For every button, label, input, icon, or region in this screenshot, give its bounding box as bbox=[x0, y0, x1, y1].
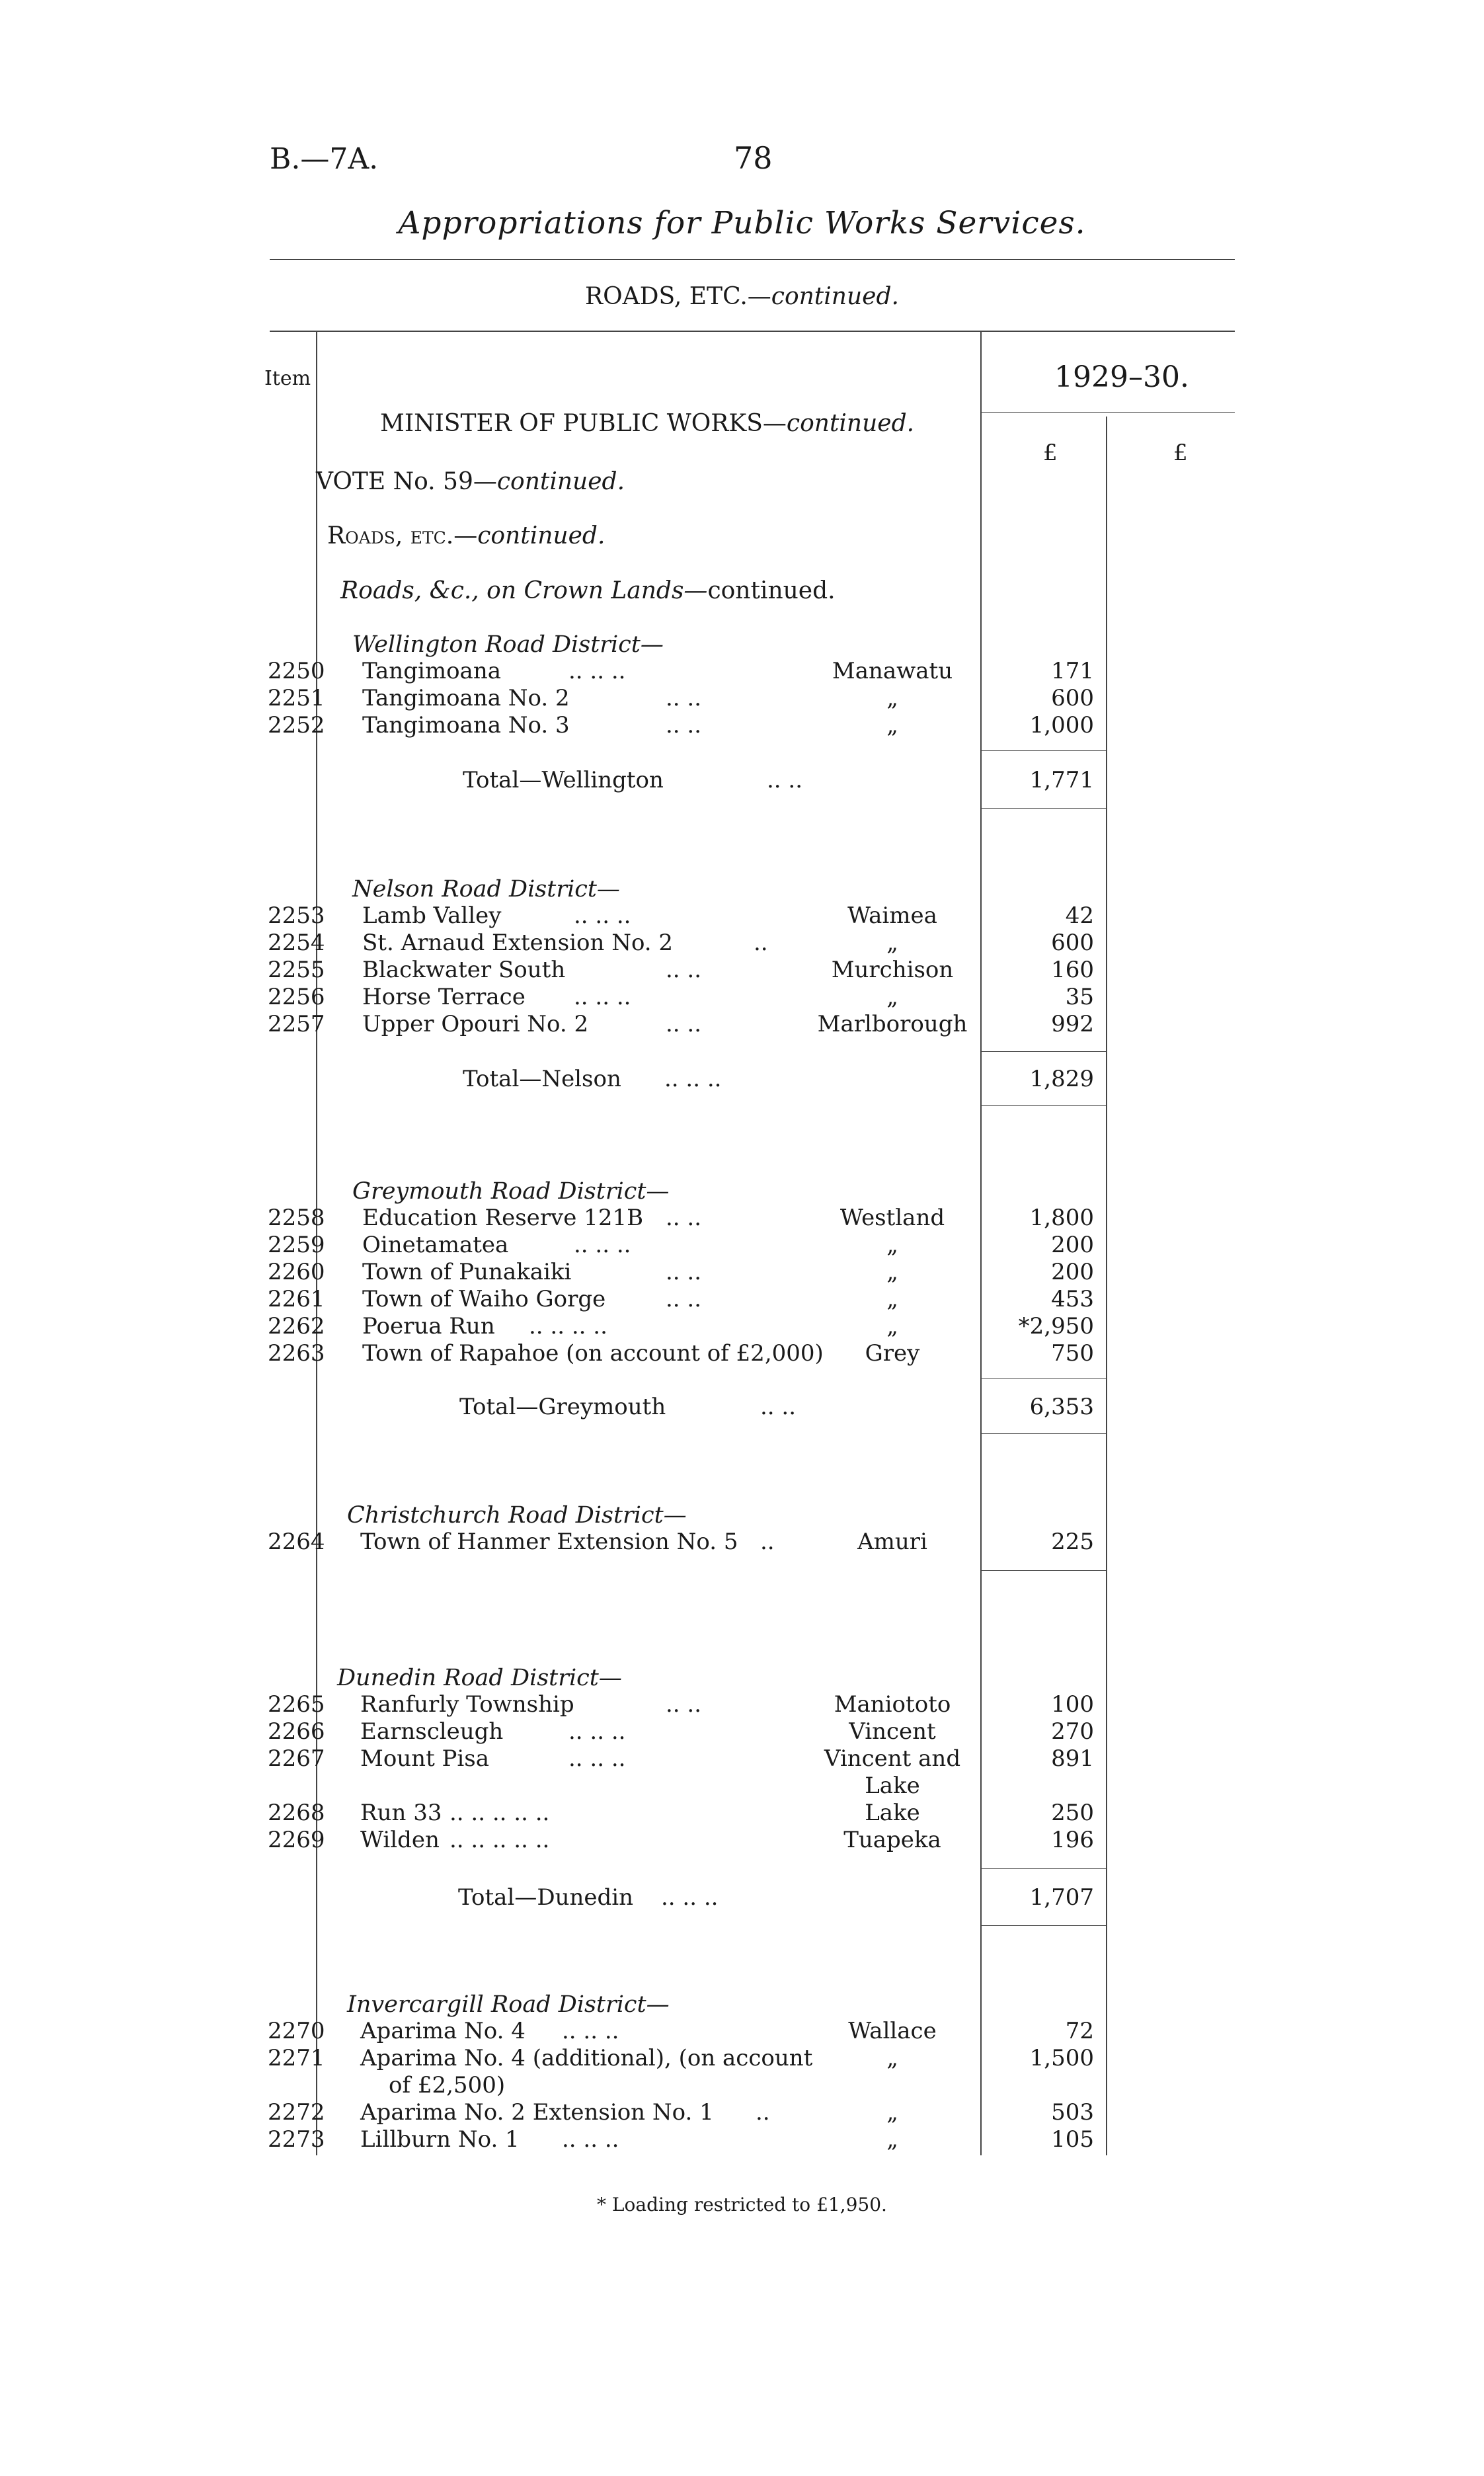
county-name: „ bbox=[886, 1232, 898, 1258]
county-name: Grey bbox=[865, 1340, 920, 1367]
place-name: Tangimoana No. 3 bbox=[362, 712, 570, 739]
district-total-amount: 1,829 bbox=[1029, 1066, 1094, 1092]
roads-heading-text: Roads, etc.— bbox=[327, 522, 478, 549]
place-name: Wilden bbox=[360, 1827, 440, 1853]
district-total-amount: 1,707 bbox=[1029, 1884, 1094, 1911]
county-name: „ bbox=[886, 1313, 898, 1339]
district-heading: Greymouth Road District— bbox=[352, 1178, 670, 1205]
item-number: 2269 bbox=[268, 1827, 325, 1853]
county-name-continued: Lake bbox=[865, 1773, 920, 1799]
district-heading: Invercargill Road District— bbox=[347, 1991, 670, 2018]
item-number: 2260 bbox=[268, 1259, 325, 1285]
roads-heading-cont: continued. bbox=[477, 522, 605, 549]
county-name: „ bbox=[886, 1286, 898, 1312]
county-name: Waimea bbox=[847, 902, 937, 929]
district-total-amount: 6,353 bbox=[1029, 1394, 1094, 1420]
title-rule bbox=[270, 259, 1235, 260]
county-name: „ bbox=[886, 984, 898, 1010]
amount: 453 bbox=[1051, 1286, 1094, 1312]
district-total-label: Total—Nelson bbox=[463, 1066, 621, 1092]
leader-dots: .. .. .. bbox=[568, 1718, 626, 1745]
leader-dots: .. .. bbox=[666, 1205, 702, 1231]
county-name: Murchison bbox=[831, 957, 954, 983]
subtotal-rule bbox=[980, 1051, 1106, 1052]
item-number: 2273 bbox=[268, 2126, 325, 2153]
item-number: 2263 bbox=[268, 1340, 325, 1367]
crown-lands-heading bbox=[340, 577, 836, 604]
item-number: 2252 bbox=[268, 712, 325, 739]
district-heading: Christchurch Road District— bbox=[347, 1502, 687, 1529]
minister-heading-cont: continued. bbox=[786, 410, 915, 437]
item-number: 2268 bbox=[268, 1800, 325, 1826]
total-rule bbox=[980, 1925, 1106, 1926]
leader-dots: .. .. .. bbox=[574, 1232, 631, 1258]
item-number: 2270 bbox=[268, 2018, 325, 2044]
leader-dots: .. .. bbox=[666, 1691, 702, 1718]
leader-dots: .. .. bbox=[666, 1259, 702, 1285]
subtotal-rule bbox=[980, 1570, 1106, 1571]
place-name: Education Reserve 121B bbox=[362, 1205, 644, 1231]
place-name-continued: of £2,500) bbox=[389, 2072, 506, 2098]
section-subtitle-main: ROADS, ETC.— bbox=[585, 283, 771, 310]
leader-dots: .. .. bbox=[760, 1394, 797, 1420]
vote-heading bbox=[316, 468, 625, 495]
district-heading: Wellington Road District— bbox=[352, 631, 664, 658]
year-header-rule bbox=[980, 412, 1235, 413]
page-title: Appropriations for Public Works Services. bbox=[398, 205, 1086, 241]
item-number: 2256 bbox=[268, 984, 325, 1010]
item-number: 2258 bbox=[268, 1205, 325, 1231]
item-number: 2253 bbox=[268, 902, 325, 929]
county-name: Vincent and bbox=[824, 1745, 961, 1772]
footnote: * Loading restricted to £1,950. bbox=[597, 2194, 887, 2216]
section-subtitle bbox=[0, 283, 1484, 310]
item-number: 2251 bbox=[268, 685, 325, 711]
leader-dots: .. bbox=[756, 2099, 770, 2126]
amount: 1,000 bbox=[1029, 712, 1094, 739]
place-name: Town of Rapahoe (on account of £2,000) bbox=[362, 1340, 824, 1367]
item-number: 2259 bbox=[268, 1232, 325, 1258]
leader-dots: .. .. .. bbox=[562, 2018, 619, 2044]
amount: 1,800 bbox=[1029, 1205, 1094, 1231]
leader-dots: .. .. .. bbox=[568, 658, 626, 684]
place-name: Run 33 bbox=[360, 1800, 442, 1826]
leader-dots: .. .. .. .. .. bbox=[449, 1800, 550, 1826]
crown-lands-heading-cont: continued. bbox=[707, 577, 836, 604]
amount: 270 bbox=[1051, 1718, 1094, 1745]
place-name: Tangimoana bbox=[362, 658, 501, 684]
district-total-label: Total—Wellington bbox=[463, 767, 664, 793]
leader-dots: .. .. bbox=[666, 1286, 702, 1312]
vote-heading-cont: continued. bbox=[496, 468, 625, 495]
place-name: St. Arnaud Extension No. 2 bbox=[362, 930, 674, 956]
crown-lands-heading-text: Roads, &c., on Crown Lands— bbox=[340, 577, 708, 604]
pound-header-1: £ bbox=[1043, 440, 1058, 466]
leader-dots: .. .. .. bbox=[664, 1066, 722, 1092]
place-name: Lamb Valley bbox=[362, 902, 502, 929]
leader-dots: .. .. bbox=[767, 767, 803, 793]
amount: 600 bbox=[1051, 685, 1094, 711]
leader-dots: .. .. bbox=[666, 685, 702, 711]
county-name: Tuapeka bbox=[843, 1827, 941, 1853]
place-name: Poerua Run bbox=[362, 1313, 495, 1339]
county-name: Amuri bbox=[857, 1529, 927, 1555]
page-number: 78 bbox=[734, 140, 773, 176]
item-column-header: Item bbox=[264, 367, 311, 390]
amount: 35 bbox=[1065, 984, 1094, 1010]
leader-dots: .. .. .. bbox=[574, 984, 631, 1010]
item-number: 2261 bbox=[268, 1286, 325, 1312]
item-number: 2262 bbox=[268, 1313, 325, 1339]
minister-heading-text: MINISTER OF PUBLIC WORKS— bbox=[380, 410, 787, 437]
amount: *2,950 bbox=[1018, 1313, 1094, 1339]
place-name: Aparima No. 4 bbox=[360, 2018, 526, 2044]
amount: 160 bbox=[1051, 957, 1094, 983]
amount: 225 bbox=[1051, 1529, 1094, 1555]
leader-dots: .. .. .. bbox=[568, 1745, 626, 1772]
county-name: Maniototo bbox=[834, 1691, 951, 1718]
place-name: Lillburn No. 1 bbox=[360, 2126, 520, 2153]
place-name: Town of Punakaiki bbox=[362, 1259, 572, 1285]
county-name: Vincent bbox=[849, 1718, 936, 1745]
county-name: Manawatu bbox=[832, 658, 953, 684]
amount: 750 bbox=[1051, 1340, 1094, 1367]
leader-dots: .. bbox=[760, 1529, 775, 1555]
amount-column-rule-right bbox=[1106, 417, 1107, 2155]
amount: 250 bbox=[1051, 1800, 1094, 1826]
amount: 105 bbox=[1051, 2126, 1094, 2153]
leader-dots: .. .. bbox=[666, 1011, 702, 1037]
vote-heading-text: VOTE No. 59— bbox=[316, 468, 497, 495]
county-name: „ bbox=[886, 2045, 898, 2071]
total-rule bbox=[980, 1105, 1106, 1106]
district-total-amount: 1,771 bbox=[1029, 767, 1094, 793]
county-name: Wallace bbox=[848, 2018, 937, 2044]
place-name: Blackwater South bbox=[362, 957, 566, 983]
place-name: Horse Terrace bbox=[362, 984, 526, 1010]
item-number: 2271 bbox=[268, 2045, 325, 2071]
item-number: 2272 bbox=[268, 2099, 325, 2126]
item-number: 2250 bbox=[268, 658, 325, 684]
item-number: 2255 bbox=[268, 957, 325, 983]
item-number: 2265 bbox=[268, 1691, 325, 1718]
item-number: 2266 bbox=[268, 1718, 325, 1745]
place-name: Earnscleugh bbox=[360, 1718, 504, 1745]
county-name: „ bbox=[886, 930, 898, 956]
district-total-label: Total—Greymouth bbox=[459, 1394, 666, 1420]
item-number: 2257 bbox=[268, 1011, 325, 1037]
minister-heading bbox=[380, 410, 914, 437]
leader-dots: .. .. bbox=[666, 957, 702, 983]
place-name: Mount Pisa bbox=[360, 1745, 490, 1772]
county-name: Westland bbox=[840, 1205, 945, 1231]
county-name: Marlborough bbox=[817, 1011, 968, 1037]
amount: 503 bbox=[1051, 2099, 1094, 2126]
place-name: Tangimoana No. 2 bbox=[362, 685, 570, 711]
amount: 600 bbox=[1051, 930, 1094, 956]
subtotal-rule bbox=[980, 1378, 1106, 1379]
document-reference: B.—7A. bbox=[270, 142, 379, 176]
district-total-label: Total—Dunedin bbox=[458, 1884, 634, 1911]
leader-dots: .. .. .. bbox=[574, 902, 631, 929]
amount: 171 bbox=[1051, 658, 1094, 684]
leader-dots: .. bbox=[754, 930, 768, 956]
place-name: Aparima No. 2 Extension No. 1 bbox=[360, 2099, 714, 2126]
place-name: Town of Waiho Gorge bbox=[362, 1286, 606, 1312]
place-name: Aparima No. 4 (additional), (on account bbox=[360, 2045, 813, 2071]
district-heading: Dunedin Road District— bbox=[337, 1665, 622, 1691]
amount: 42 bbox=[1065, 902, 1094, 929]
amount: 1,500 bbox=[1029, 2045, 1094, 2071]
amount: 196 bbox=[1051, 1827, 1094, 1853]
place-name: Upper Opouri No. 2 bbox=[362, 1011, 589, 1037]
county-name: Lake bbox=[865, 1800, 920, 1826]
county-name: „ bbox=[886, 2126, 898, 2153]
section-subtitle-cont: continued. bbox=[771, 283, 899, 310]
roads-heading bbox=[327, 522, 605, 549]
year-column-header: 1929–30. bbox=[1054, 360, 1189, 394]
amount: 891 bbox=[1051, 1745, 1094, 1772]
leader-dots: .. .. bbox=[666, 712, 702, 739]
amount: 992 bbox=[1051, 1011, 1094, 1037]
district-heading: Nelson Road District— bbox=[352, 876, 620, 902]
amount: 200 bbox=[1051, 1232, 1094, 1258]
item-number: 2267 bbox=[268, 1745, 325, 1772]
county-name: „ bbox=[886, 712, 898, 739]
amount: 72 bbox=[1065, 2018, 1094, 2044]
place-name: Ranfurly Township bbox=[360, 1691, 574, 1718]
leader-dots: .. .. .. .. bbox=[529, 1313, 607, 1339]
subtotal-rule bbox=[980, 1868, 1106, 1869]
county-name: „ bbox=[886, 1259, 898, 1285]
subtotal-rule bbox=[980, 750, 1106, 751]
amount: 100 bbox=[1051, 1691, 1094, 1718]
leader-dots: .. .. .. bbox=[562, 2126, 619, 2153]
amount: 200 bbox=[1051, 1259, 1094, 1285]
leader-dots: .. .. .. bbox=[661, 1884, 719, 1911]
county-name: „ bbox=[886, 685, 898, 711]
total-rule bbox=[980, 808, 1106, 809]
place-name: Town of Hanmer Extension No. 5 bbox=[360, 1529, 738, 1555]
leader-dots: .. .. .. .. .. bbox=[449, 1827, 550, 1853]
place-name: Oinetamatea bbox=[362, 1232, 509, 1258]
item-number: 2264 bbox=[268, 1529, 325, 1555]
pound-header-2: £ bbox=[1173, 440, 1188, 466]
item-number: 2254 bbox=[268, 930, 325, 956]
total-rule bbox=[980, 1433, 1106, 1434]
table-top-rule bbox=[270, 331, 1235, 332]
county-name: „ bbox=[886, 2099, 898, 2126]
